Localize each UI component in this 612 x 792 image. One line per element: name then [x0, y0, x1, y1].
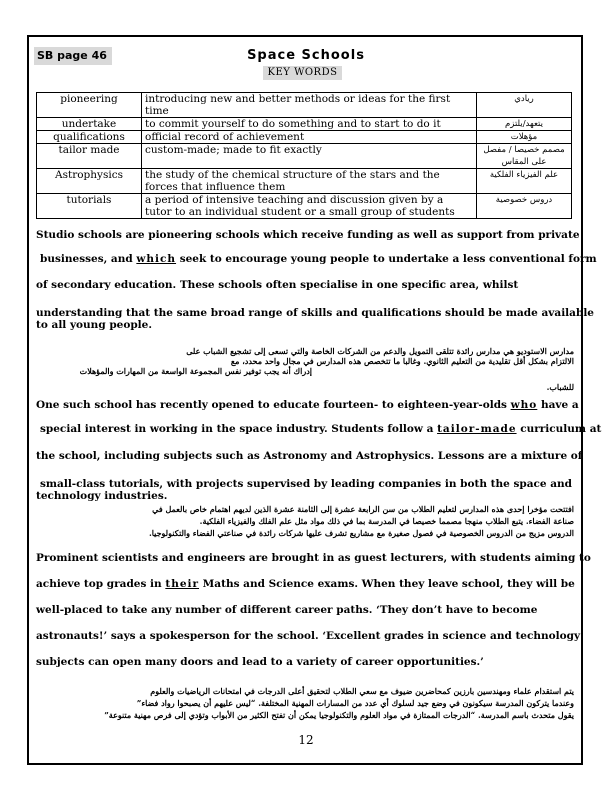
- vocab-word: undertake: [37, 118, 142, 131]
- arabic-translation-line: إدراك أنه يجب توفير نفس المجموعة الواسعة من المهارات والمؤهلات: [79, 366, 312, 376]
- vocab-word: Astrophysics: [37, 169, 142, 194]
- para3-line: astronauts!’ says a spokesperson for the school. ‘Excellent grades in science and technology: [36, 630, 581, 642]
- vocab-definition: official record of achievement: [142, 131, 477, 144]
- vocab-word: qualifications: [37, 131, 142, 144]
- vocab-arabic: يتعهد/يلتزم: [477, 118, 572, 131]
- arabic-translation-line: الدروس مزيج من الدروس الخصوصية في فصول صغيرة مع مشاريع تشرف عليها شركات رائدة في صناعتي الفضاء والتكنولوجيا.: [148, 528, 574, 538]
- para2-line: technology industries.: [36, 490, 168, 502]
- sb-page-label: SB page 46: [34, 47, 112, 65]
- arabic-translation-line: يقول متحدث باسم المدرسة. “الدرجات الممتازة في مواد العلوم والتكنولوجيا يمكن أن تفتح الكثير من الأبواب وتؤدي إلى فرص مهنية متنوعة”: [104, 710, 574, 720]
- table-row: [37, 131, 572, 144]
- vocab-definition: introducing new and better methods or ideas for the first time: [142, 93, 477, 118]
- para2-line: special interest in working in the space industry. Students follow a tailor-made curriculum at: [40, 423, 602, 435]
- vocab-arabic: دروس خصوصية: [477, 194, 572, 219]
- arabic-translation-line: وعندما يتركون المدرسة سيكونون في وضع جيد لسلوك أي عدد من المسارات المهنية المختلفة. “ليس عليهم أن يصبحوا رواد فضاء”: [136, 698, 574, 708]
- vocab-table: [36, 92, 572, 219]
- para3-line: well-placed to take any number of different career paths. ‘They don’t have to become: [36, 604, 538, 616]
- table-row: [37, 93, 572, 118]
- arabic-translation-line: مدارس الاستوديو هي مدارس رائدة تتلقى التمويل والدعم من الشركات الخاصة والتي تسعى إلى تشجيع الشباب على: [186, 346, 574, 356]
- para1-line: of secondary education. These schools often specialise in one specific area, whilst: [36, 279, 519, 291]
- vocab-arabic: ريادي: [477, 93, 572, 118]
- arabic-translation-line: الالتزام بشكل أقل تقليدية من التعليم الثانوي. وغالبا ما تتخصص هذه المدارس في مجال واحد محدد، مع: [230, 356, 574, 366]
- para1-line: businesses, and which seek to encourage young people to undertake a less conventional form: [40, 253, 597, 265]
- key-words-label: KEY WORDS: [263, 66, 342, 80]
- arabic-translation-line: يتم استقدام علماء ومهندسين بارزين كمحاضرين ضيوف مع سعي الطلاب لتحقيق أعلى الدرجات في امتحانات الرياضيات والعلوم: [150, 686, 574, 696]
- table-row: [37, 169, 572, 194]
- para1-line: Studio schools are pioneering schools which receive funding as well as support from private: [36, 229, 580, 241]
- para2-line: the school, including subjects such as Astronomy and Astrophysics. Lessons are a mixture of: [36, 450, 583, 462]
- vocab-arabic: مصمم خصيصا / مفصل على المقاس: [477, 144, 572, 169]
- vocab-definition: a period of intensive teaching and discussion given by a tutor to an individual student or a small group of students: [142, 194, 477, 219]
- table-row: [37, 118, 572, 131]
- para3-line: subjects can open many doors and lead to a variety of career opportunities.’: [36, 656, 484, 668]
- arabic-translation-line: صناعة الفضاء. يتبع الطلاب منهجا مصمما خصيصا في المدرسة بما في ذلك مواد مثل علم الفلك والفيزياء الفلكية.: [199, 516, 574, 526]
- para1-line: understanding that the same broad range of skills and qualifications should be made available: [36, 307, 594, 319]
- para3-line: achieve top grades in their Maths and Science exams. When they leave school, they will be: [36, 578, 575, 590]
- page-title: Space Schools: [247, 48, 365, 63]
- page-number: 12: [298, 733, 314, 747]
- para2-line: small-class tutorials, with projects supervised by leading companies in both the space and: [40, 478, 573, 490]
- vocab-word: tutorials: [37, 194, 142, 219]
- vocab-word: tailor made: [37, 144, 142, 169]
- para2-line: One such school has recently opened to educate fourteen- to eighteen-year-olds who have a: [36, 399, 579, 411]
- vocab-arabic: علم الفيزياء الفلكية: [477, 169, 572, 194]
- vocab-definition: the study of the chemical structure of the stars and the forces that influence them: [142, 169, 477, 194]
- table-row: [37, 194, 572, 219]
- para1-line: to all young people.: [36, 319, 153, 331]
- arabic-translation-line: للشباب.: [546, 382, 574, 392]
- vocab-definition: to commit yourself to do something and to start to do it: [142, 118, 477, 131]
- vocab-arabic: مؤهلات: [477, 131, 572, 144]
- vocab-word: pioneering: [37, 93, 142, 118]
- vocab-definition: custom-made; made to fit exactly: [142, 144, 477, 169]
- table-row: [37, 144, 572, 169]
- arabic-translation-line: افتتحت مؤخرا إحدى هذه المدارس لتعليم الطلاب من سن الرابعة عشرة إلى الثامنة عشرة الذين لديهم اهتمام خاص بالعمل في: [152, 504, 574, 514]
- para3-line: Prominent scientists and engineers are brought in as guest lecturers, with students aiming to: [36, 552, 591, 564]
